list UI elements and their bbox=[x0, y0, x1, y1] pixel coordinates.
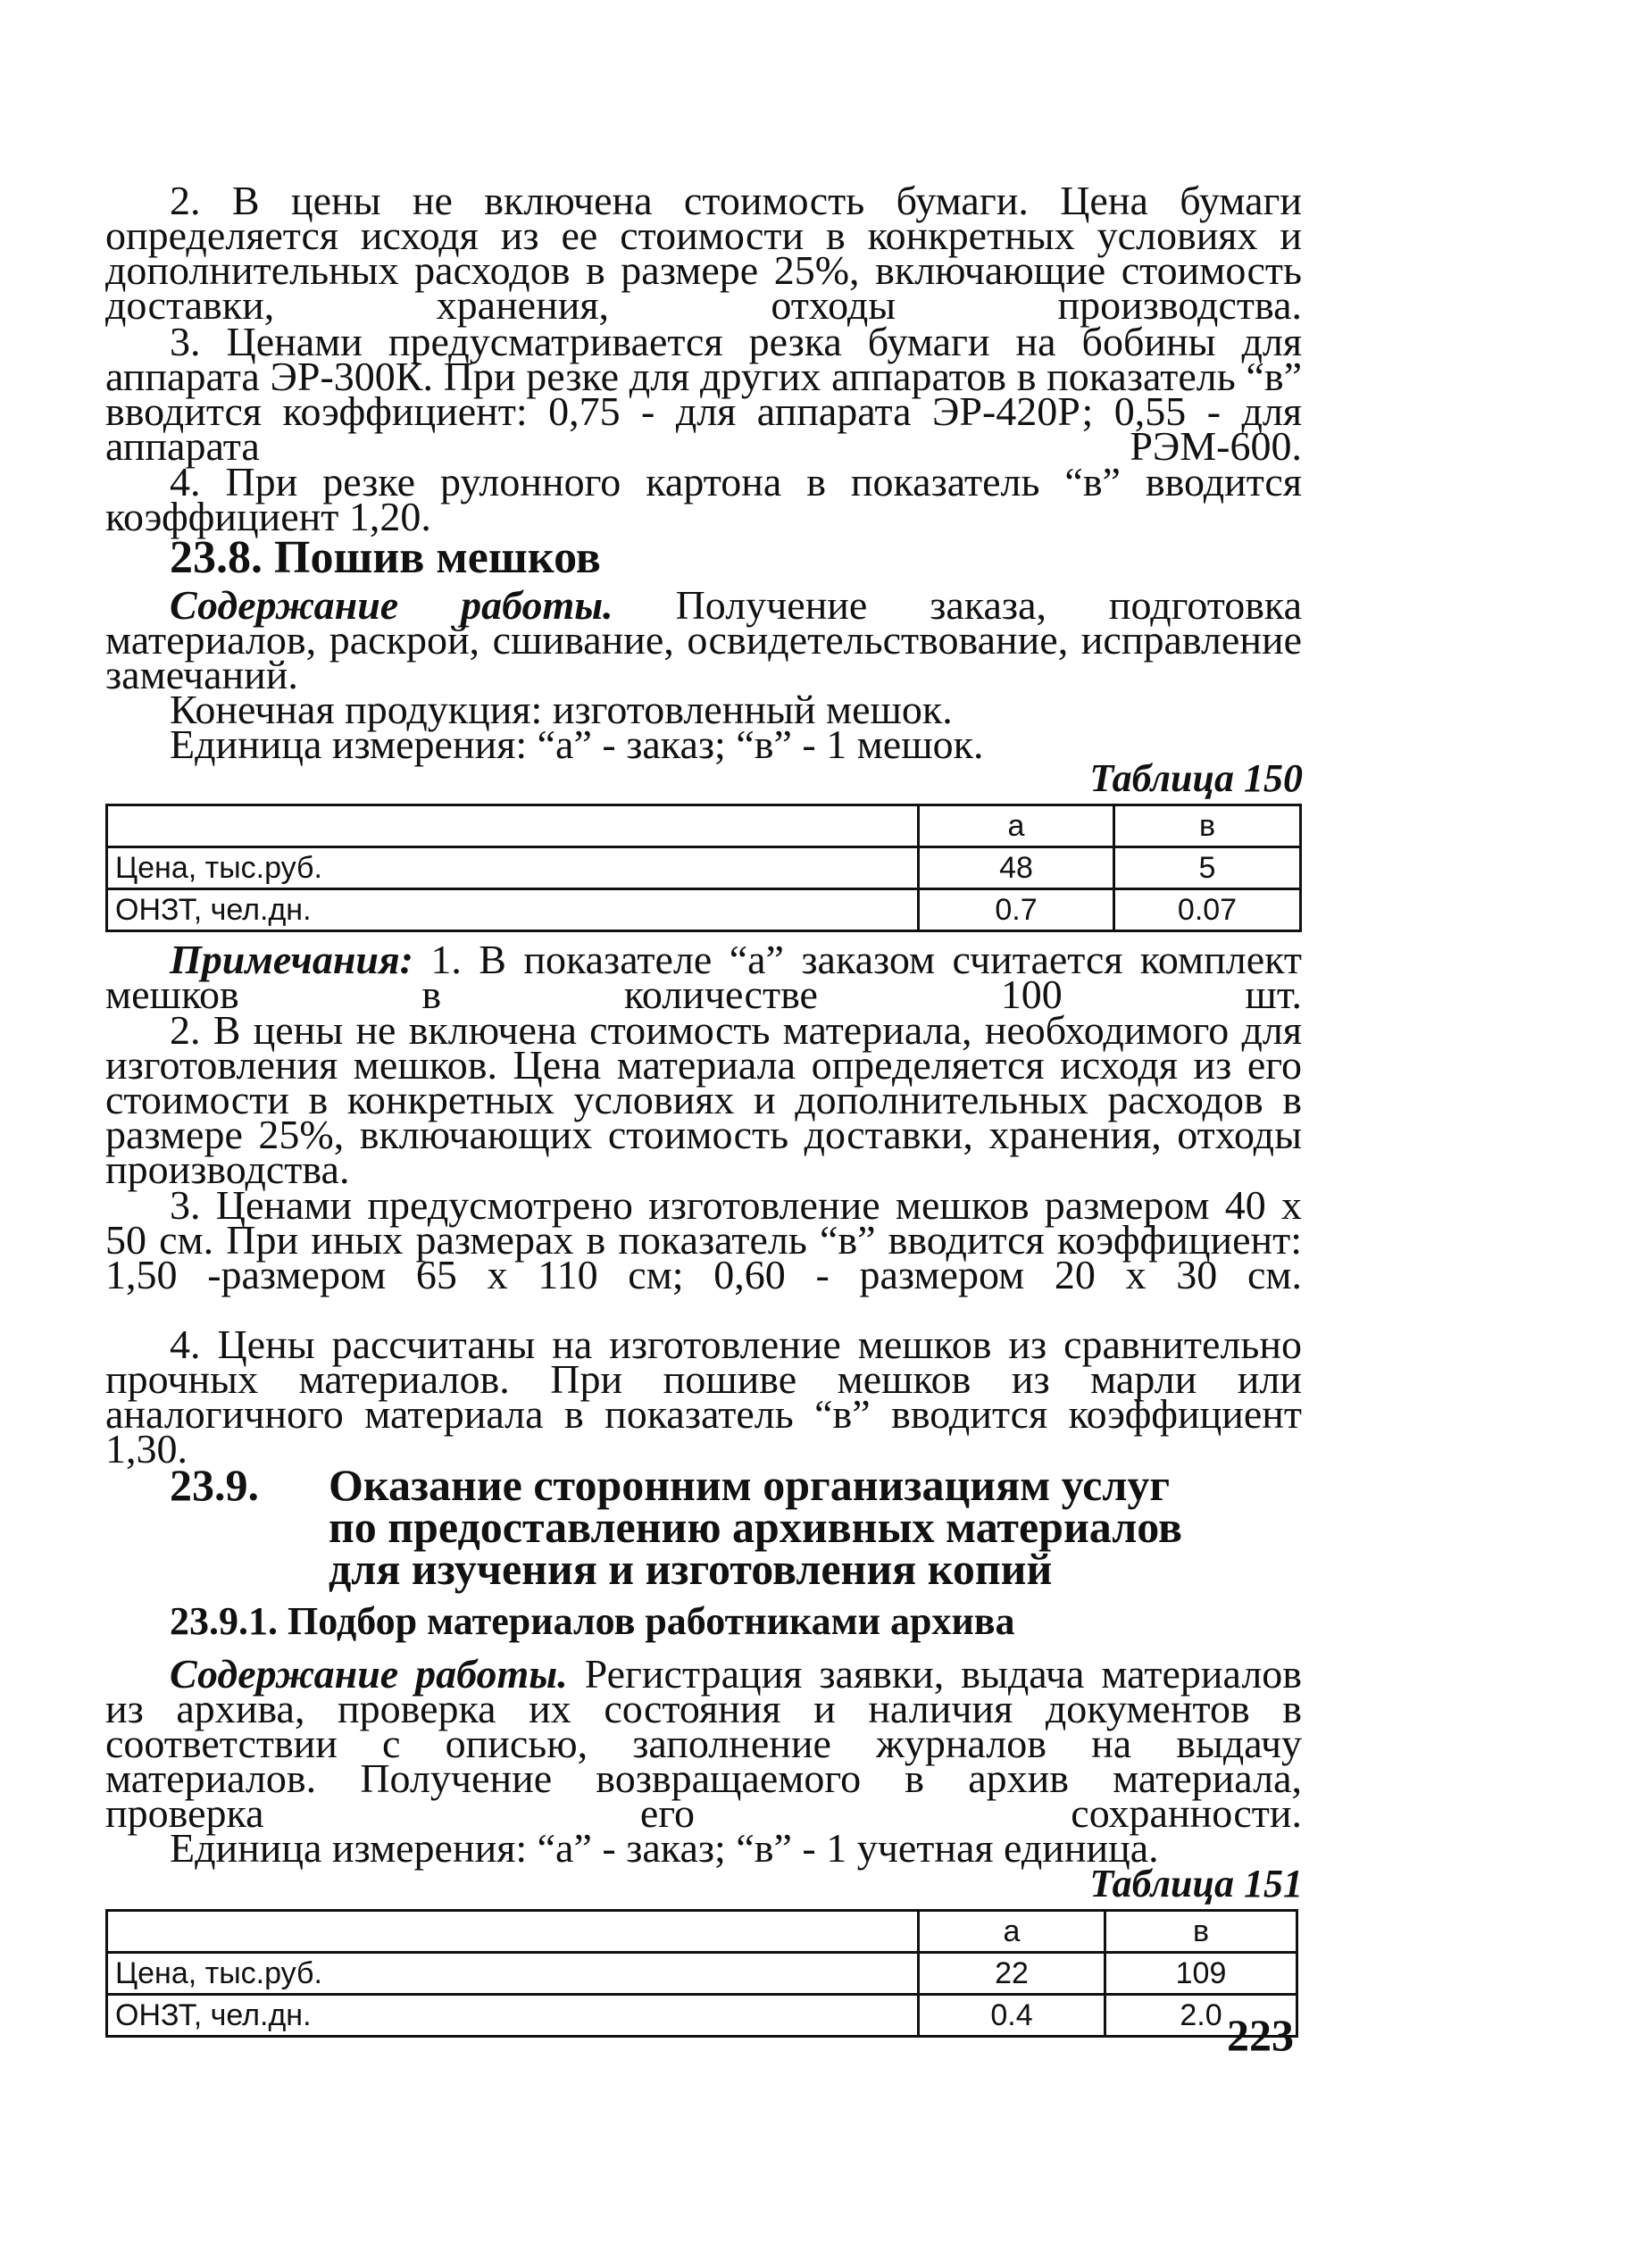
note-cardboard-cutting: 4. При резке рулонного картона в показатель “в” вводится коэффициент 1,20. bbox=[105, 459, 1302, 539]
table-header-cell: а bbox=[919, 805, 1114, 847]
table-row bbox=[107, 1953, 1297, 1995]
section-number-23-9: 23.9. bbox=[170, 1460, 259, 1510]
table-cell: ОНЗТ, чел.дн. bbox=[107, 1995, 919, 2037]
table-cell: 5 bbox=[1114, 847, 1301, 889]
table-row bbox=[107, 889, 1301, 931]
table-151 bbox=[105, 1909, 1298, 2038]
table-cell: 48 bbox=[919, 847, 1114, 889]
sub-heading-23-9-1: 23.9.1. Подбор материалов работниками архива bbox=[170, 1599, 1015, 1643]
table-cell: ОНЗТ, чел.дн. bbox=[107, 889, 919, 931]
table-cell: Цена, тыс.руб. bbox=[107, 847, 919, 889]
work-content-label: Содержание работы. bbox=[170, 582, 613, 628]
section-heading-23-9-line-2: по предоставлению архивных материалов bbox=[329, 1502, 1183, 1552]
table-header-cell bbox=[107, 1911, 919, 1953]
table-caption-150: Таблица 150 bbox=[1089, 756, 1303, 800]
table-cell: 109 bbox=[1105, 1953, 1297, 1995]
table-cell: 2.0 bbox=[1105, 1995, 1297, 2037]
table-cell: 0.7 bbox=[919, 889, 1114, 931]
table-header-cell bbox=[107, 805, 919, 847]
table-header-row bbox=[107, 1911, 1297, 1953]
notes-label: Примечания: bbox=[170, 937, 413, 982]
page-number: 223 bbox=[1227, 2010, 1294, 2060]
work-content-text: Получение заказа, подготовка материалов, раскрой, сшивание, освидетельствование, исправление замечаний. bbox=[105, 582, 1302, 697]
table-cell: 0.4 bbox=[919, 1995, 1105, 2037]
final-product: Конечная продукция: изготовленный мешок. bbox=[170, 687, 953, 732]
table-row bbox=[107, 847, 1301, 889]
section-heading-23-9-line-3: для изучения и изготовления копий bbox=[329, 1544, 1053, 1594]
table-header-cell: в bbox=[1114, 805, 1301, 847]
table-cell: Цена, тыс.руб. bbox=[107, 1953, 919, 1995]
table-header-row bbox=[107, 805, 1301, 847]
section-heading-23-8: 23.8. Пошив мешков bbox=[170, 532, 601, 583]
table-header-cell: в bbox=[1105, 1911, 1297, 1953]
unit-of-measure-23-9-1: Единица измерения: “а” - заказ; “в” - 1 учетная единица. bbox=[170, 1825, 1159, 1871]
table-150 bbox=[105, 804, 1302, 932]
note-4-23-8: 4. Цены рассчитаны на изготовление мешков из сравнительно прочных материалов. При пошиве мешков из марли или аналогичного материала в показатель “в” вводится коэффициент 1,30. bbox=[105, 1322, 1302, 1472]
table-caption-151: Таблица 151 bbox=[1089, 1862, 1303, 1905]
work-content-text: Регистрация заявки, выдача материалов из архива, проверка их состояния и наличия документов в соответствии с описью, заполнение журналов на выдачу материалов. Получение возвращаемого в архив материала, проверка его сохранности. bbox=[105, 1651, 1302, 1836]
note-paper-cost: 2. В цены не включена стоимость бумаги. Цена бумаги определяется исходя из ее стоимости в конкретных условиях и дополнительных расходов в размере 25%, включающие стоимость доставки, хранения, отходы производства. bbox=[105, 178, 1302, 328]
table-header-cell: а bbox=[919, 1911, 1105, 1953]
unit-of-measure-23-8: Единица измерения: “а” - заказ; “в” - 1 мешок. bbox=[170, 721, 984, 767]
table-cell: 22 bbox=[919, 1953, 1105, 1995]
note-2-23-8: 2. В цены не включена стоимость материала, необходимого для изготовления мешков. Цена материала определяется исходя из его стоимости в конкретных условиях и дополнительных расходов в размере 25%, включающих стоимость доставки, хранения, отходы производства. bbox=[105, 1007, 1302, 1192]
table-row bbox=[107, 1995, 1297, 2037]
note-1-text: 1. В показателе “а” заказом считается комплект мешков в количестве 100 шт. bbox=[105, 937, 1302, 1017]
work-content-label: Содержание работы. bbox=[170, 1651, 568, 1697]
table-cell: 0.07 bbox=[1114, 889, 1301, 931]
note-3-23-8: 3. Ценами предусмотрено изготовление мешков размером 40 х 50 см. При иных размерах в показатель “в” вводится коэффициент: 1,50 -размером 65 х 110 см; 0,60 - размером 20 х 30 см. bbox=[105, 1182, 1302, 1297]
section-heading-23-9-line-1: Оказание сторонним организациям услуг bbox=[329, 1460, 1171, 1510]
note-paper-cutting: 3. Ценами предусматривается резка бумаги на бобины для аппарата ЭР-300К. При резке для других аппаратов в показатель “в” вводится коэффициент: 0,75 - для аппарата ЭР-420Р; 0,55 - для аппарата РЭМ-600. bbox=[105, 319, 1302, 469]
